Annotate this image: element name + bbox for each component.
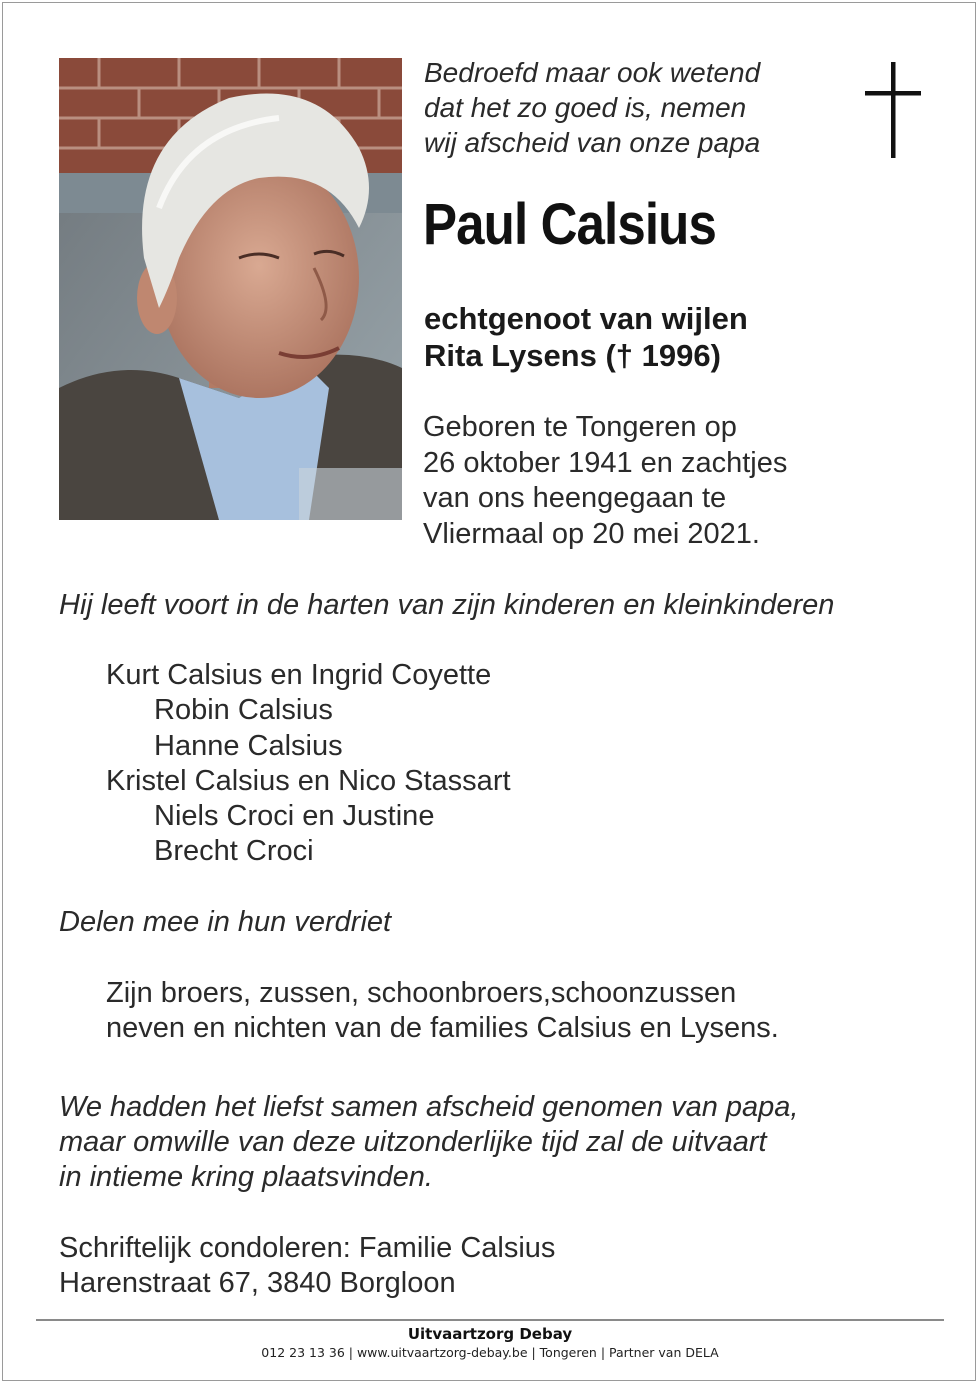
closing-line: We hadden het liefst samen afscheid genomen van papa, [59,1091,799,1123]
family-member: Robin Calsius [154,694,333,727]
closing-line: maar omwille van deze uitzonderlijke tijd zal de uitvaart [59,1126,767,1158]
portrait-photo [59,58,402,520]
deceased-name: Paul Calsius [423,192,716,257]
family-member: Kristel Calsius en Nico Stassart [106,764,511,797]
cross-icon [865,62,923,165]
family-intro: Hij leeft voort in de harten van zijn kinderen en kleinkinderen [59,589,835,621]
family-member: Brecht Croci [154,835,314,868]
birth-line: Geboren te Tongeren op [423,411,737,443]
relatives-line: Zijn broers, zussen, schoonbroers,schoonzussen [106,977,737,1009]
family-list [106,658,511,870]
relatives-text [106,976,779,1046]
intro-line: wij afscheid van onze papa [424,127,761,158]
birth-line: van ons heengegaan te [423,482,727,514]
family-member: Niels Croci en Justine [154,800,435,833]
intro-line: dat het zo goed is, nemen [424,92,747,123]
closing-text [59,1090,798,1195]
spouse-line: Rita Lysens († 1996) [424,338,721,373]
condolence-line: Harenstraat 67, 3840 Borgloon [59,1267,456,1299]
funeral-company-contact: 012 23 13 36 | www.uitvaartzorg-debay.be | Tongeren | Partner van DELA [261,1345,719,1360]
family-member: Kurt Calsius en Ingrid Coyette [106,659,492,691]
intro-line: Bedroefd maar ook wetend [424,57,761,88]
footer [36,1324,944,1362]
footer-divider [36,1319,944,1321]
birth-line: Vliermaal op 20 mei 2021. [423,517,760,550]
condolence-line: Schriftelijk condoleren: Familie Calsius [59,1232,556,1264]
family-member: Hanne Calsius [154,729,343,762]
intro-text [424,55,844,160]
birth-death-info [423,410,787,552]
relatives-line: neven en nichten van de families Calsius en Lysens. [106,1012,779,1044]
sharing-intro: Delen mee in hun verdriet [59,906,392,938]
condolence-address [59,1231,555,1301]
spouse-line: echtgenoot van wijlen [424,301,748,336]
funeral-company-name: Uitvaartzorg Debay [407,1325,573,1343]
spouse-info [424,300,748,374]
closing-line: in intieme kring plaatsvinden. [59,1161,433,1193]
birth-line: 26 oktober 1941 en zachtjes [423,446,788,479]
